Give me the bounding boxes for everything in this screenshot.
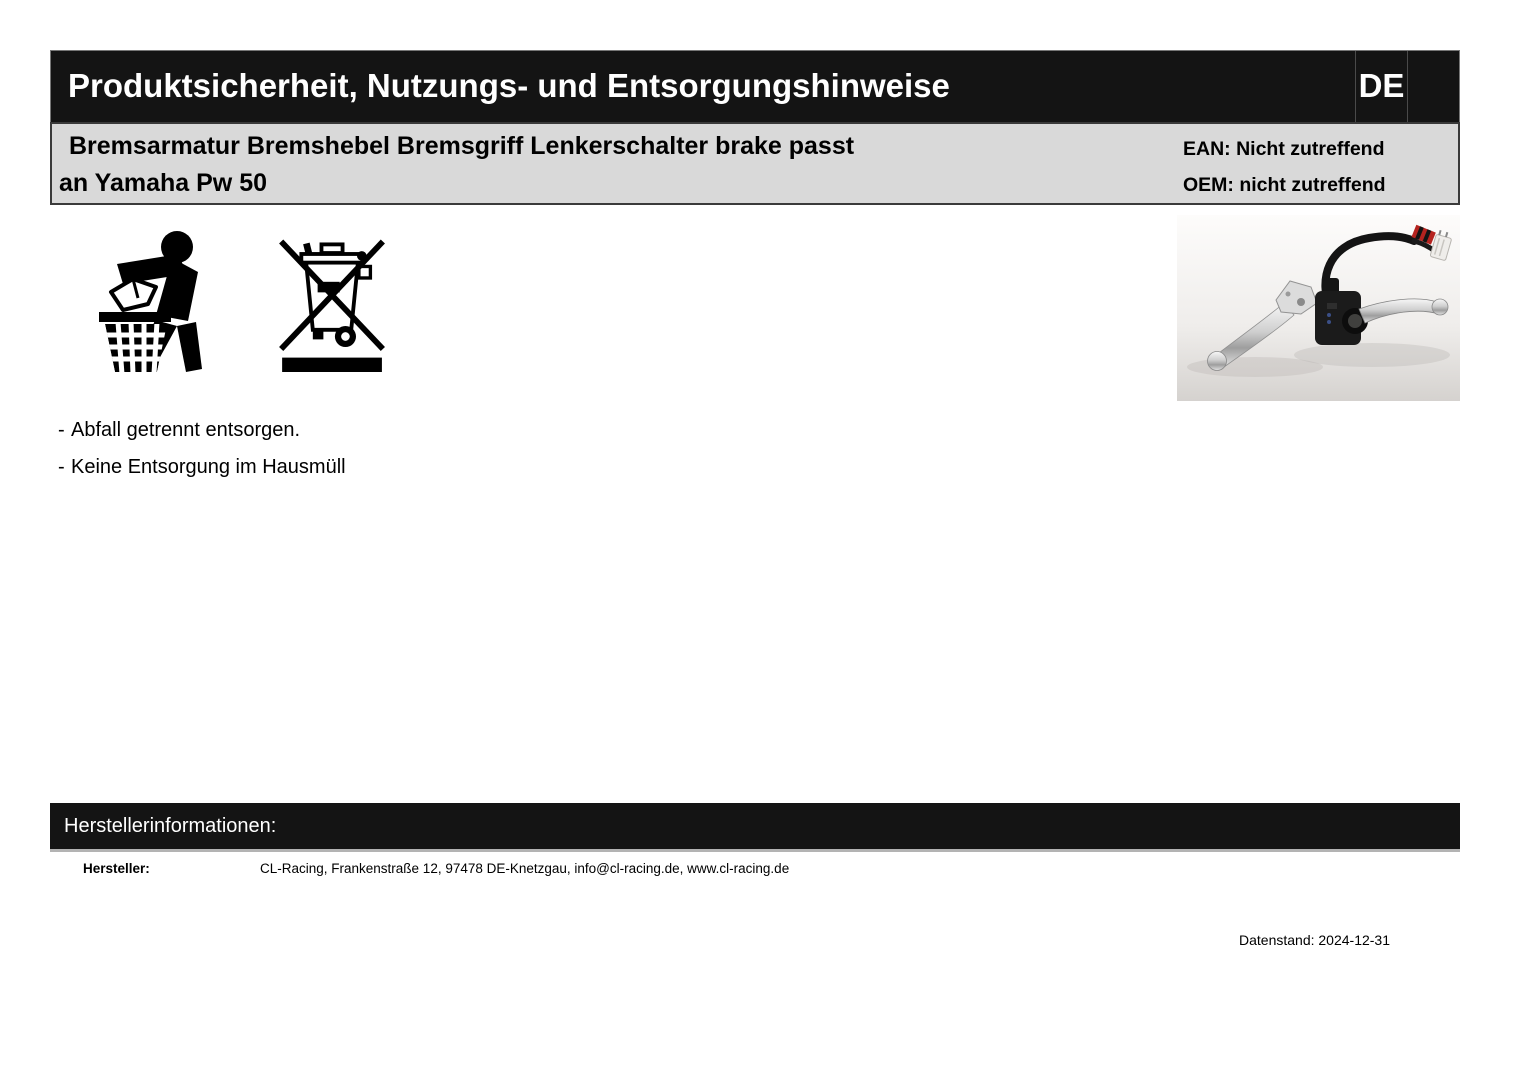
disposal-note: [58, 412, 346, 449]
note-text: Keine Entsorgung im Hausmüll: [71, 456, 346, 478]
data-status-date: Datenstand: 2024-12-31: [1239, 932, 1390, 948]
note-bullet: -: [58, 419, 65, 441]
product-name-line2: an Yamaha Pw 50: [59, 169, 267, 197]
note-bullet: -: [58, 456, 65, 478]
oem-value: OEM: nicht zutreffend: [1183, 174, 1386, 196]
product-name: [59, 128, 854, 202]
language-badge: DE: [1355, 51, 1408, 122]
disposal-notes: [58, 412, 346, 486]
page-title: Produktsicherheit, Nutzungs- und Entsorgungshinweise: [68, 67, 950, 104]
ean-value: EAN: Nicht zutreffend: [1183, 138, 1385, 160]
weee-crossed-out-bin-icon: [275, 230, 390, 372]
note-text: Abfall getrennt entsorgen.: [71, 419, 301, 441]
manufacturer-row-label: Hersteller:: [83, 861, 150, 876]
disposal-note: [58, 449, 346, 486]
product-name-line1: Bremsarmatur Bremshebel Bremsgriff Lenkerschalter brake passt: [69, 132, 855, 160]
product-photo: [1177, 215, 1460, 401]
header-bar: [50, 50, 1460, 122]
manufacturer-row-value: CL-Racing, Frankenstraße 12, 97478 DE-Knetzgau, info@cl-racing.de, www.cl-racing.de: [260, 861, 790, 876]
tidy-man-icon: [93, 228, 225, 372]
product-codes: [1183, 131, 1386, 203]
product-header: [50, 122, 1460, 205]
manufacturer-section-header: Herstellerinformationen:: [50, 803, 1460, 852]
